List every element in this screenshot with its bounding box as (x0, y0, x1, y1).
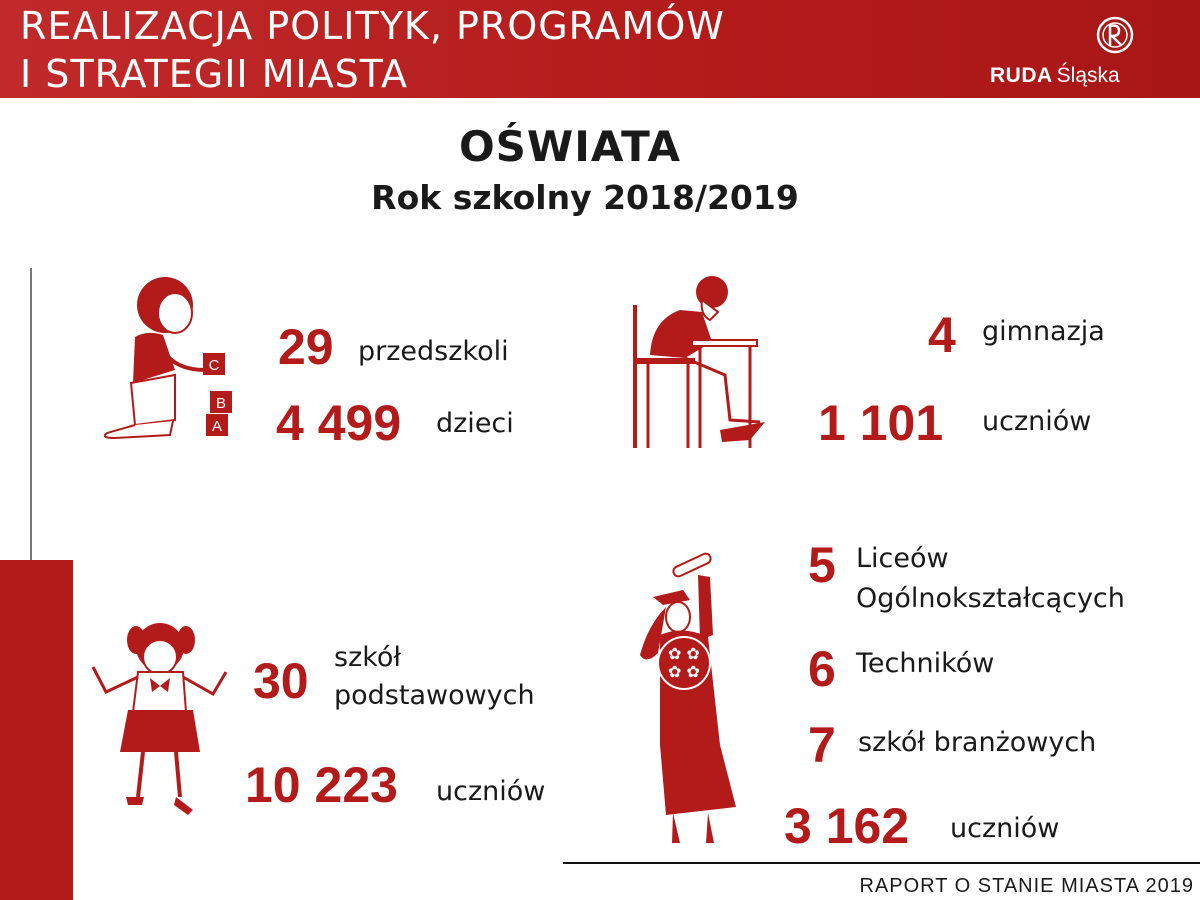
tech-label: Techników (856, 648, 995, 679)
vocational-count: 7 (808, 717, 836, 773)
block-c-label: C (208, 357, 220, 374)
header-title-line1: REALIZACJA POLITYK, PROGRAMÓW (20, 4, 725, 48)
footer-report-title: RAPORT O STANIE MIASTA 2019 (859, 875, 1194, 897)
header-banner (0, 0, 1200, 98)
decorative-red-bar (0, 560, 73, 900)
primary-count: 30 (253, 653, 309, 709)
lyceum-count: 5 (808, 537, 836, 593)
svg-text:✿ ✿: ✿ ✿ (668, 644, 700, 663)
block-b-label: B (215, 395, 227, 412)
lyceum-label-line2: Ogólnokształcących (856, 583, 1125, 614)
city-emblem-icon (1095, 15, 1135, 55)
primary-students-label: uczniów (436, 776, 546, 807)
student-at-desk-icon (630, 270, 770, 450)
child-with-blocks-icon (95, 275, 245, 450)
preschool-count-label: przedszkoli (358, 336, 509, 367)
block-a-label: A (211, 418, 223, 435)
logo-text-light: Śląska (1056, 64, 1120, 87)
svg-text:✿ ✿: ✿ ✿ (668, 662, 700, 681)
logo-text-bold: RUDA (990, 64, 1053, 87)
tech-count: 6 (808, 641, 836, 697)
gimnazja-count: 4 (928, 307, 956, 363)
city-logo-text (990, 64, 1120, 88)
secondary-students-label: uczniów (950, 813, 1060, 844)
city-logo (990, 12, 1140, 92)
schoolgirl-icon (88, 612, 233, 817)
graduate-icon (628, 545, 758, 845)
lyceum-label-line1: Liceów (856, 543, 949, 574)
page-subtitle: Rok szkolny 2018/2019 (371, 178, 799, 217)
page-title: OŚWIATA (458, 122, 682, 171)
preschool-count: 29 (278, 319, 334, 375)
vertical-divider (30, 268, 32, 560)
gimnazja-students-label: uczniów (982, 406, 1092, 437)
header-title (20, 2, 725, 98)
primary-count-label-line1: szkół (334, 642, 402, 673)
footer-divider (563, 862, 1200, 864)
header-title-line2: I STRATEGII MIASTA (20, 52, 409, 96)
gimnazja-students: 1 101 (818, 395, 944, 451)
gimnazja-count-label: gimnazja (982, 316, 1105, 347)
preschool-children-label: dzieci (436, 408, 514, 439)
primary-students: 10 223 (245, 757, 398, 813)
preschool-children: 4 499 (276, 395, 402, 451)
secondary-students: 3 162 (784, 798, 910, 854)
primary-count-label-line2: podstawowych (334, 680, 535, 711)
vocational-label: szkół branżowych (858, 727, 1097, 758)
